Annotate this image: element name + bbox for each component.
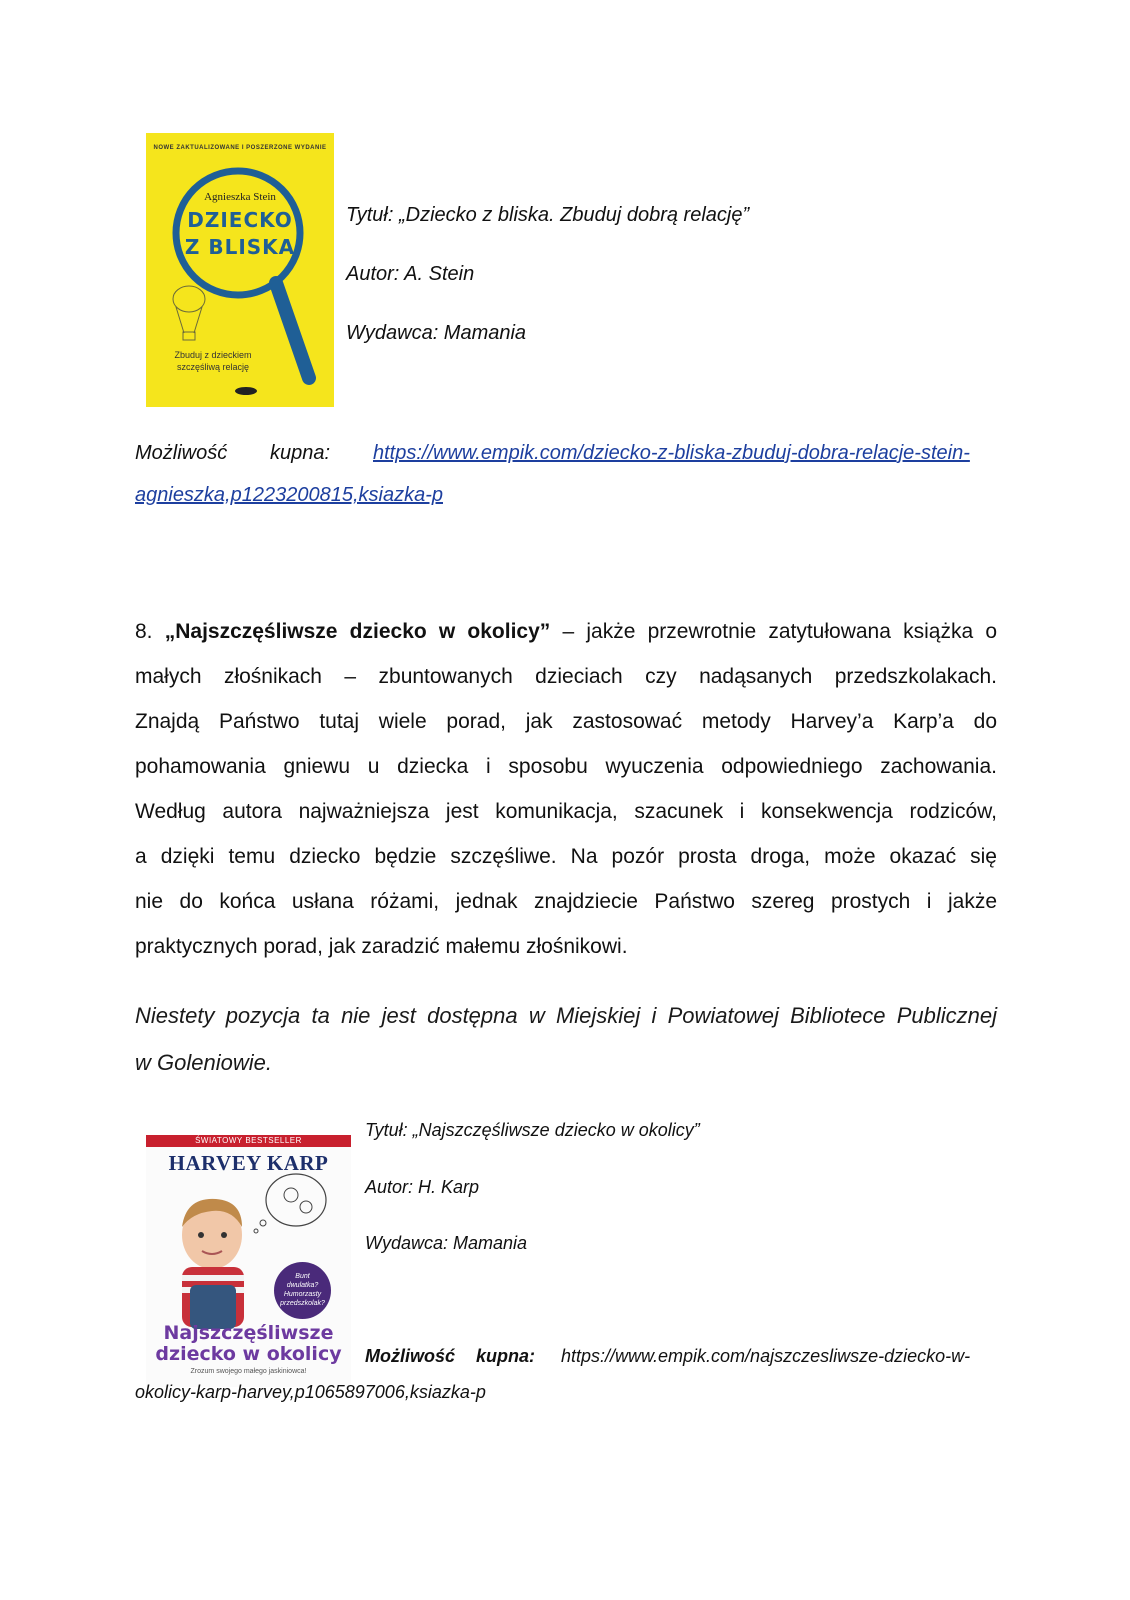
- book2-author: Autor: H. Karp: [365, 1177, 480, 1197]
- cover-subtitle-line: szczęśliwą relację: [176, 362, 250, 372]
- section8-first-line: [135, 617, 997, 647]
- cover-tagline: Zrozum swojego małego jaskiniowca!: [190, 1368, 307, 1375]
- book2-publisher: Wydawca: Mamania: [365, 1233, 528, 1253]
- cover-edition-note: NOWE ZAKTUALIZOWANE I POSZERZONE WYDANIE: [153, 145, 327, 151]
- availability-note-cont: w Goleniowie.: [135, 1050, 272, 1075]
- book2-buy-label2: kupna:: [476, 1346, 536, 1366]
- paragraph-line: Według autora najważniejsza jest komunikacja, szacunek i konsekwencja rodziców,: [135, 800, 997, 823]
- cover-bestseller-band: ŚWIATOWY BESTSELLER: [146, 1135, 351, 1147]
- book1-author: Autor: A. Stein: [346, 263, 475, 285]
- book1-publisher: Wydawca: Mamania: [346, 322, 527, 344]
- cover-title-line: dziecko w okolicy: [155, 1343, 342, 1365]
- cover-author: Agnieszka Stein: [204, 191, 276, 203]
- book-cover-dziecko-z-bliska: [146, 133, 334, 407]
- book1-buy-label2: kupna:: [270, 442, 331, 464]
- cover-bubble: [274, 1262, 331, 1319]
- paragraph-line: nie do końca usłana różami, jednak znajdziecie Państwo szereg prostych i jakże: [135, 890, 997, 913]
- paragraph-line: pohamowania gniewu u dziecka i sposobu wyuczenia odpowiedniego zachowania.: [135, 755, 997, 778]
- book2-title: Tytuł: „Najszczęśliwsze dziecko w okolicy”: [365, 1120, 700, 1140]
- section-first-line-rest: – jakże przewrotnie zatytułowana książka o: [562, 620, 997, 643]
- section-title: „Najszczęśliwsze dziecko w okolicy”: [164, 620, 551, 643]
- cover-bubble-line: Bunt: [295, 1273, 310, 1280]
- book2-buy-link[interactable]: https://www.empik.com/najszczesliwsze-dziecko-w-: [561, 1346, 971, 1366]
- book1-title: Tytuł: „Dziecko z bliska. Zbuduj dobrą relację”: [346, 204, 750, 226]
- availability-note: Niestety pozycja ta nie jest dostępna w Miejskiej i Powiatowej Bibliotece Publicznej: [135, 1003, 997, 1028]
- paragraph-line: praktycznych porad, jak zaradzić małemu złośnikowi.: [135, 935, 628, 958]
- book1-buy-link[interactable]: https://www.empik.com/dziecko-z-bliska-zbuduj-dobra-relacje-stein-: [373, 442, 970, 464]
- cover-bubble-line: dwulatka?: [286, 1282, 319, 1289]
- book1-buy-link-cont[interactable]: agnieszka,p1223200815,ksiazka-p: [135, 484, 443, 506]
- book1-buy-label: Możliwość: [135, 442, 228, 464]
- cover-title-line: Najszczęśliwsze: [163, 1322, 334, 1344]
- section-number: 8.: [135, 620, 153, 643]
- cover-bubble-line: przedszkolak?: [280, 1300, 325, 1307]
- cover-bubble-line: Humorzasty: [283, 1291, 322, 1298]
- cover-title: [146, 207, 334, 261]
- book-cover-najszczesliwsze-dziecko: [146, 1135, 351, 1387]
- cover-subtitle: [168, 349, 258, 373]
- book2-buy-link-cont[interactable]: okolicy-karp-harvey,p1065897006,ksiazka-p: [135, 1382, 486, 1402]
- cover-subtitle-line: Zbuduj z dzieckiem: [174, 350, 252, 360]
- book2-buy-label: Możliwość: [365, 1346, 456, 1366]
- paragraph-line: a dzięki temu dziecko będzie szczęśliwe. Na pozór prosta droga, może okazać się: [135, 845, 997, 868]
- paragraph-line: małych złośnikach – zbuntowanych dzieciach czy nadąsanych przedszkolakach.: [135, 665, 997, 688]
- cover-title-line: Z BLISKA: [184, 235, 296, 259]
- cover-author: HARVEY KARP: [168, 1151, 329, 1175]
- cover-title: [146, 1323, 351, 1365]
- cover-title-line: DZIECKO: [187, 208, 293, 232]
- paragraph-line: Znajdą Państwo tutaj wiele porad, jak zastosować metody Harvey’a Karp’a do: [135, 710, 997, 733]
